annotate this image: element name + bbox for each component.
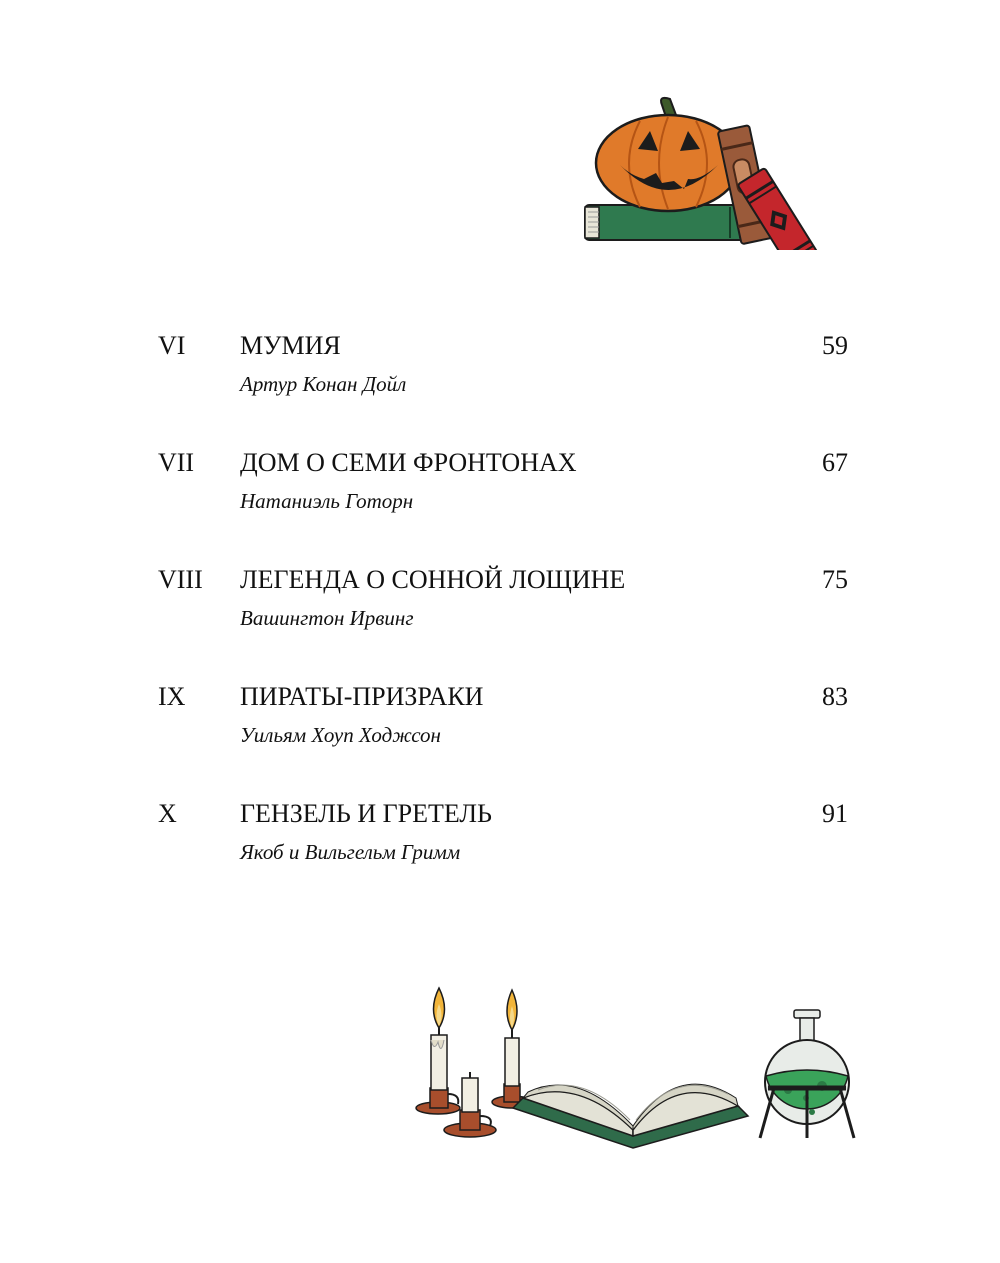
toc-entry[interactable] <box>158 447 848 564</box>
toc-entry[interactable] <box>158 564 848 681</box>
page-number: 83 <box>822 682 848 711</box>
candles-book-flask-illustration <box>408 980 858 1150</box>
toc-entry[interactable] <box>158 330 848 447</box>
chapter-title[interactable]: МУМИЯ <box>240 331 341 360</box>
page-number: 91 <box>822 799 848 828</box>
table-of-contents <box>158 330 848 915</box>
pumpkin-icon <box>596 98 740 211</box>
candle-icon <box>416 988 460 1114</box>
chapter-number: X <box>158 799 177 828</box>
chapter-number: IX <box>158 682 186 711</box>
open-book-icon <box>513 1084 748 1148</box>
toc-entry[interactable] <box>158 798 848 915</box>
chapter-title[interactable]: ЛЕГЕНДА О СОННОЙ ЛОЩИНЕ <box>240 565 626 594</box>
pumpkin-books-illustration <box>580 95 870 250</box>
chapter-title[interactable]: ПИРАТЫ-ПРИЗРАКИ <box>240 682 484 711</box>
page-number: 67 <box>822 448 848 477</box>
chapter-title[interactable]: ГЕНЗЕЛЬ И ГРЕТЕЛЬ <box>240 799 492 828</box>
page-number: 75 <box>822 565 848 594</box>
toc-entry[interactable] <box>158 681 848 798</box>
flask-icon <box>760 1010 854 1138</box>
chapter-author: Уильям Хоуп Ходжсон <box>240 723 441 747</box>
page-number: 59 <box>822 331 848 360</box>
candle-icon <box>492 990 532 1108</box>
chapter-number: VII <box>158 448 195 477</box>
chapter-author: Вашингтон Ирвинг <box>240 606 414 630</box>
chapter-title[interactable]: ДОМ О СЕМИ ФРОНТОНАХ <box>240 448 577 477</box>
chapter-author: Натаниэль Готорн <box>240 489 414 513</box>
chapter-author: Якоб и Вильгельм Гримм <box>240 840 461 864</box>
chapter-number: VIII <box>158 565 203 594</box>
chapter-author: Артур Конан Дойл <box>240 372 407 396</box>
chapter-number: VI <box>158 331 186 360</box>
